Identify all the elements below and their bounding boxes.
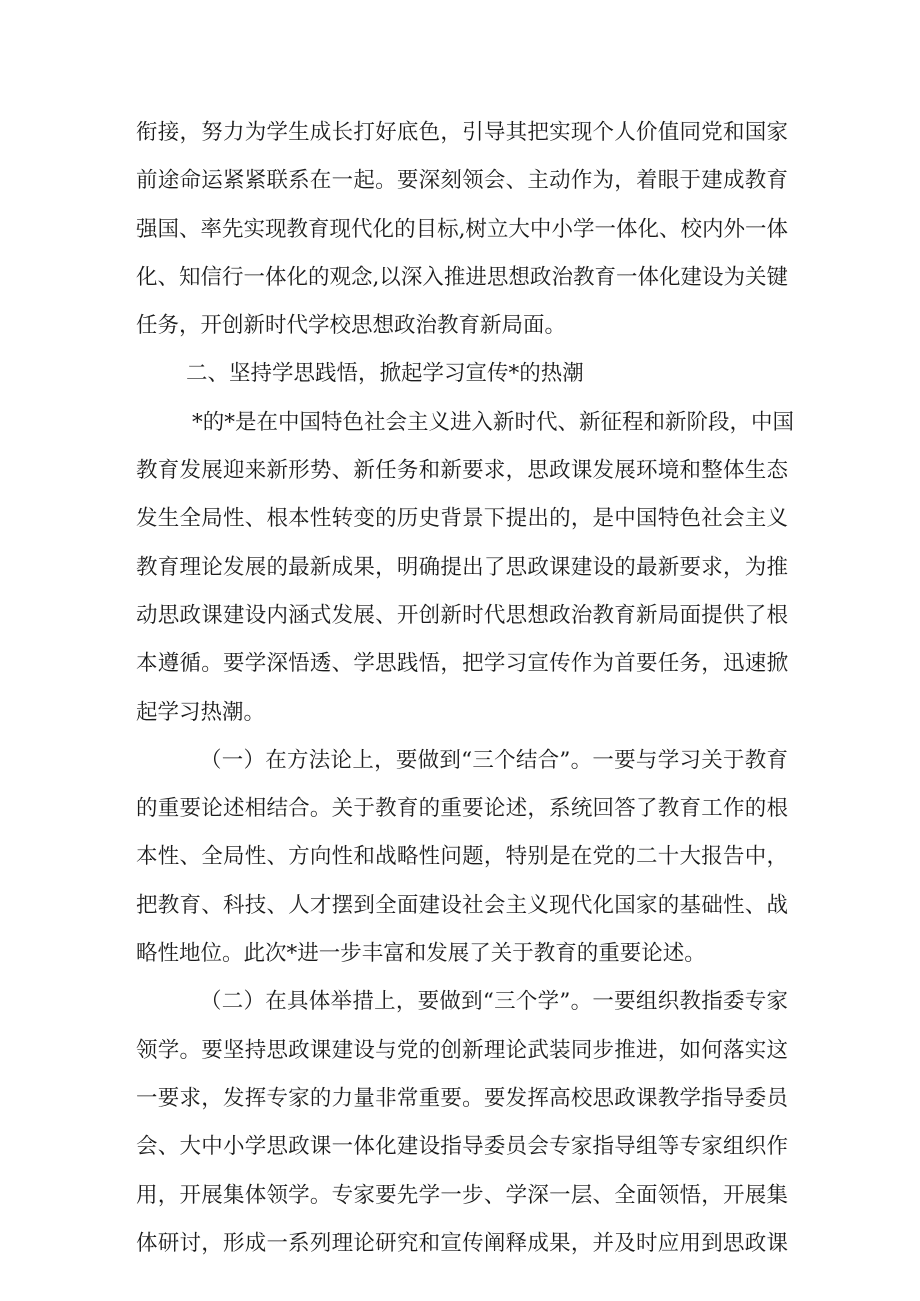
paragraph-line: 略性地位。此次*进一步丰富和发展了关于教育的重要论述。	[136, 941, 706, 967]
paragraph-line: （一）在方法论上，要做到“三个结合”。一要与学习关于教育	[200, 747, 788, 773]
paragraph-line: 起学习热潮。	[136, 699, 266, 725]
paragraph-line: 化、知信行一体化的观念,以深入推进思想政治教育一体化建设为关键	[136, 264, 788, 290]
paragraph-line: 体研讨，形成一系列理论研究和宣传阐释成果，并及时应用到思政课	[136, 1230, 788, 1256]
paragraph-line: 衔接，努力为学生成长打好底色，引导其把实现个人价值同党和国家	[136, 120, 788, 145]
paragraph-line: 动思政课建设内涵式发展、开创新时代思想政治教育新局面提供了根	[136, 602, 788, 628]
paragraph-line: 的重要论述相结合。关于教育的重要论述，系统回答了教育工作的根	[136, 796, 788, 822]
section-heading: 二、坚持学思践悟，掀起学习宣传*的热潮	[186, 361, 584, 387]
paragraph-line: 前途命运紧紧联系在一起。要深刻领会、主动作为，着眼于建成教育	[136, 168, 788, 194]
paragraph-line: 本遵循。要学深悟透、学思践悟，把学习宣传作为首要任务，迅速掀	[136, 651, 788, 677]
paragraph-line: 领学。要坚持思政课建设与党的创新理论武装同步推进，如何落实这	[136, 1037, 788, 1063]
paragraph-line: 用，开展集体领学。专家要先学一步、学深一层、全面领悟，开展集	[136, 1182, 788, 1208]
paragraph-line: 把教育、科技、人才摆到全面建设社会主义现代化国家的基础性、战	[136, 892, 788, 918]
paragraph-line: 强国、率先实现教育现代化的目标,树立大中小学一体化、校内外一体	[136, 216, 788, 242]
paragraph-line: 会、大中小学思政课一体化建设指导委员会专家指导组等专家组织作	[136, 1134, 788, 1160]
document-body	[136, 109, 795, 1268]
paragraph-line: 教育发展迎来新形势、新任务和新要求，思政课发展环境和整体生态	[136, 458, 788, 484]
paragraph-line: 发生全局性、根本性转变的历史背景下提出的，是中国特色社会主义	[136, 506, 788, 532]
paragraph-line: 一要求，发挥专家的力量非常重要。要发挥高校思政课教学指导委员	[136, 1085, 788, 1111]
paragraph-line: 任务，开创新时代学校思想政治教育新局面。	[136, 313, 567, 339]
paragraph-line: （二）在具体举措上，要做到“三个学”。一要组织教指委专家	[200, 989, 788, 1015]
paragraph-line: 本性、全局性、方向性和战略性问题，特别是在党的二十大报告中，	[136, 844, 788, 870]
paragraph-line: *的*是在中国特色社会主义进入新时代、新征程和新阶段，中国	[192, 409, 795, 435]
paragraph-line: 教育理论发展的最新成果，明确提出了思政课建设的最新要求，为推	[136, 554, 788, 580]
